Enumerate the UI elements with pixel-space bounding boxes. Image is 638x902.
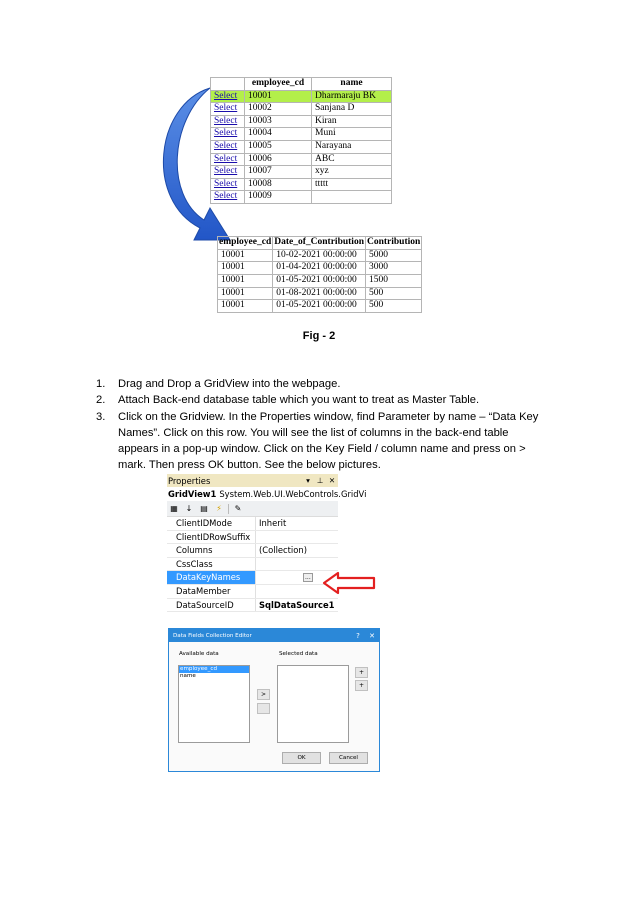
name-cell: Kiran	[312, 115, 392, 128]
property-name: DataMember	[167, 585, 256, 598]
help-icon[interactable]: ?	[356, 631, 360, 640]
chevron-down-icon[interactable]: ▾	[306, 476, 310, 485]
selected-data-list[interactable]	[277, 665, 349, 743]
categorized-icon[interactable]: ▦	[170, 504, 178, 513]
object-type: System.Web.UI.WebControls.GridVi	[219, 489, 367, 499]
table-row	[211, 191, 392, 204]
step-text: Click on the Gridview. In the Properties window, find Parameter by name – “Data Key Names”. Click on this row. You will see the list of columns in the back-end table appears in a pop-up window. Click on the Key Field / column name and press on > mark. Then press OK button. See the below pictures.	[118, 410, 539, 472]
property-row[interactable]	[167, 585, 338, 599]
employee-cd-cell: 10001	[245, 90, 312, 103]
table-cell: 01-04-2021 00:00:00	[273, 262, 366, 275]
property-name: DataSourceID	[167, 599, 256, 612]
detail-gridview	[217, 236, 422, 313]
master-header-name: name	[312, 78, 392, 91]
object-name: GridView1	[168, 489, 217, 499]
events-icon[interactable]: ⚡	[216, 504, 222, 513]
table-row	[211, 128, 392, 141]
table-row	[211, 166, 392, 179]
name-cell: Dharmaraju BK	[312, 90, 392, 103]
select-link[interactable]: Select	[211, 178, 245, 191]
property-name: ClientIDRowSuffix	[167, 531, 256, 544]
ok-button[interactable]: OK	[282, 752, 321, 764]
name-cell: Narayana	[312, 140, 392, 153]
property-row[interactable]	[167, 517, 338, 531]
table-row	[211, 103, 392, 116]
table-cell: 3000	[365, 262, 421, 275]
select-link[interactable]: Select	[211, 103, 245, 116]
property-value	[256, 558, 338, 571]
property-pages-icon[interactable]: ✎	[234, 504, 242, 513]
master-header-select	[211, 78, 245, 91]
property-value: Inherit	[259, 518, 287, 528]
name-cell	[312, 191, 392, 204]
select-link[interactable]: Select	[211, 191, 245, 204]
table-cell: 10001	[218, 275, 273, 288]
property-row[interactable]	[167, 558, 338, 572]
move-left-button[interactable]	[257, 703, 270, 714]
property-row[interactable]	[167, 599, 338, 613]
close-icon[interactable]: ✕	[369, 631, 375, 640]
name-cell: ABC	[312, 153, 392, 166]
employee-cd-cell: 10006	[245, 153, 312, 166]
properties-window	[167, 474, 367, 611]
employee-cd-cell: 10008	[245, 178, 312, 191]
table-row	[211, 140, 392, 153]
name-cell: Sanjana D	[312, 103, 392, 116]
property-row[interactable]	[167, 544, 338, 558]
table-row	[211, 115, 392, 128]
list-item[interactable]: employee_cd	[179, 666, 249, 673]
close-icon[interactable]: ✕	[328, 476, 336, 485]
table-cell: 10-02-2021 00:00:00	[273, 249, 366, 262]
employee-cd-cell: 10007	[245, 166, 312, 179]
select-link[interactable]: Select	[211, 128, 245, 141]
property-row-datakeynames[interactable]	[167, 571, 338, 585]
property-value: SqlDataSource1	[259, 599, 335, 610]
property-name: Columns	[167, 544, 256, 557]
table-cell: 01-05-2021 00:00:00	[273, 275, 366, 288]
detail-header-contribution: Contribution	[365, 237, 421, 250]
cancel-button[interactable]: Cancel	[329, 752, 368, 764]
property-name: CssClass	[167, 558, 256, 571]
table-row	[211, 90, 392, 103]
detail-header-row	[218, 237, 422, 250]
employee-cd-cell: 10004	[245, 128, 312, 141]
move-right-button[interactable]: >	[257, 689, 270, 700]
table-row	[218, 262, 422, 275]
selected-data-label: Selected data	[279, 651, 318, 657]
table-row	[218, 249, 422, 262]
table-cell: 10001	[218, 249, 273, 262]
data-fields-editor-dialog	[168, 628, 380, 772]
select-link[interactable]: Select	[211, 166, 245, 179]
available-data-label: Available data	[179, 651, 219, 657]
instruction-step	[96, 392, 546, 408]
select-link[interactable]: Select	[211, 153, 245, 166]
properties-icon[interactable]: ▤	[200, 504, 208, 513]
table-cell: 10001	[218, 300, 273, 313]
property-value	[256, 531, 338, 544]
property-value: (Collection)	[259, 545, 307, 556]
select-link[interactable]: Select	[211, 115, 245, 128]
select-link[interactable]: Select	[211, 90, 245, 103]
name-cell: Muni	[312, 128, 392, 141]
table-cell: 01-08-2021 00:00:00	[273, 287, 366, 300]
pin-icon[interactable]: ⊥	[316, 476, 324, 485]
table-cell: 500	[365, 300, 421, 313]
employee-cd-cell: 10002	[245, 103, 312, 116]
table-row	[218, 275, 422, 288]
table-row	[218, 300, 422, 313]
table-cell: 10001	[218, 262, 273, 275]
step-number: 2.	[96, 394, 106, 407]
move-up-button[interactable]: +	[355, 667, 368, 678]
dialog-titlebar	[169, 629, 379, 642]
employee-cd-cell: 10003	[245, 115, 312, 128]
figure-caption: Fig - 2	[302, 330, 336, 342]
step-text: Drag and Drop a GridView into the webpage.	[118, 378, 341, 390]
select-link[interactable]: Select	[211, 140, 245, 153]
detail-header-date: Date_of_Contribution	[273, 237, 366, 250]
alphabetical-icon[interactable]: ↓	[185, 504, 193, 513]
properties-titlebar	[167, 474, 338, 487]
step-number: 3.	[96, 410, 106, 423]
table-cell: 500	[365, 287, 421, 300]
toolbar-divider	[228, 504, 229, 514]
property-row[interactable]	[167, 531, 338, 545]
instruction-step	[96, 409, 546, 474]
properties-toolbar	[167, 501, 338, 517]
detail-header-employee-cd: employee_cd	[218, 237, 273, 250]
table-cell: 1500	[365, 275, 421, 288]
name-cell: ttttt	[312, 178, 392, 191]
master-header-row	[211, 78, 392, 91]
employee-cd-cell: 10005	[245, 140, 312, 153]
table-row	[211, 153, 392, 166]
step-text: Attach Back-end database table which you want to treat as Master Table.	[118, 394, 480, 407]
dialog-title: Data Fields Collection Editor	[173, 632, 252, 639]
properties-title: Properties	[168, 475, 211, 486]
table-row	[211, 178, 392, 191]
object-selector[interactable]	[167, 487, 367, 501]
table-row	[218, 287, 422, 300]
step-number: 1.	[96, 378, 106, 390]
property-name: DataKeyNames	[167, 571, 256, 584]
move-down-button[interactable]: +	[355, 680, 368, 691]
table-cell: 10001	[218, 287, 273, 300]
callout-arrow-icon	[322, 571, 376, 595]
list-item[interactable]: name	[180, 673, 196, 679]
master-header-employee-cd: employee_cd	[245, 78, 312, 91]
property-name: ClientIDMode	[167, 517, 256, 530]
table-cell: 01-05-2021 00:00:00	[273, 300, 366, 313]
master-gridview	[210, 77, 392, 204]
instruction-step	[96, 376, 546, 392]
name-cell: xyz	[312, 166, 392, 179]
table-cell: 5000	[365, 249, 421, 262]
available-data-list[interactable]	[178, 665, 250, 743]
ellipsis-button[interactable]: ...	[305, 574, 311, 582]
instruction-list	[96, 376, 546, 474]
employee-cd-cell: 10009	[245, 191, 312, 204]
